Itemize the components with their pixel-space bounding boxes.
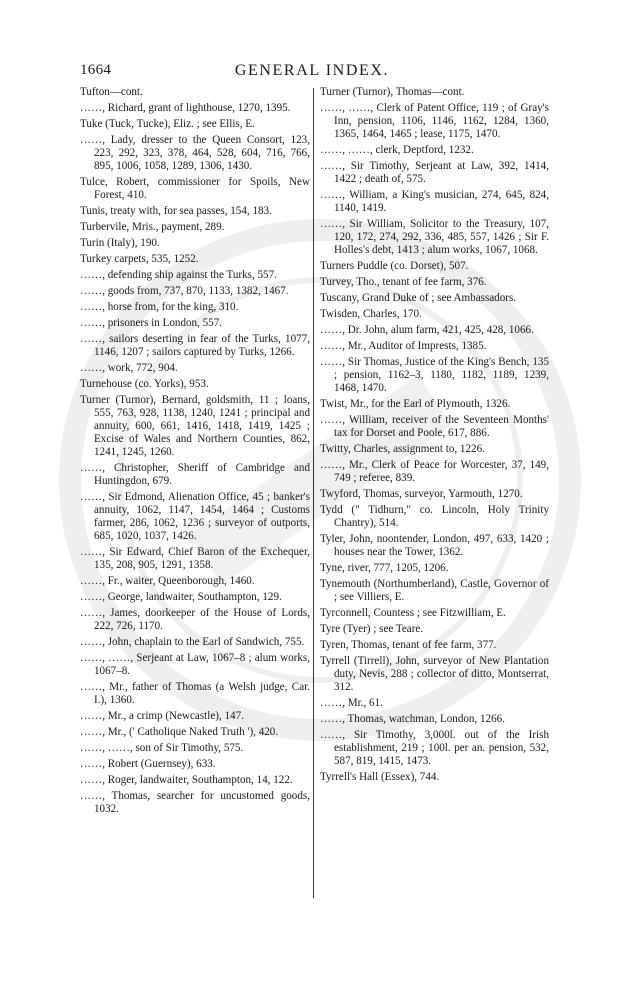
index-entry: ……, William, a King's musician, 274, 645, 824, 1140, 1419. — [320, 189, 549, 214]
index-entry: ……, John, chaplain to the Earl of Sandwich, 755. — [80, 636, 305, 648]
index-entry: Twisden, Charles, 170. — [320, 308, 422, 320]
index-entry: ……, Mr., a crimp (Newcastle), 147. — [80, 710, 244, 722]
index-entry: ……, William, receiver of the Seventeen Months' tax for Dorset and Poole, 617, 886. — [320, 414, 549, 439]
index-entry: Twitty, Charles, assignment to, 1226. — [320, 443, 485, 455]
index-entry: Tyre (Tyer) ; see Teare. — [320, 623, 424, 635]
index-entry: ……, Mr., father of Thomas (a Welsh judge, Car. I.), 1360. — [80, 681, 310, 706]
index-entry: ……, Sir Timothy, Serjeant at Law, 392, 1414, 1422 ; death of, 575. — [320, 160, 549, 185]
index-entry: Turbervile, Mris., payment, 289. — [80, 221, 225, 233]
index-entry: Tydd (" Tidhurn," co. Lincoln, Holy Trinity Chantry), 514. — [320, 504, 549, 529]
index-entry: ……, James, doorkeeper of the House of Lords, 222, 726, 1170. — [80, 607, 310, 632]
index-entry: ……, ……, Clerk of Patent Office, 119 ; of Gray's Inn, pension, 1106, 1146, 1162, 1284, 1360, 1365, 1464, 1465 ; lease, 1175, 1470. — [320, 102, 549, 140]
index-entry: ……, Sir Thomas, Justice of the King's Bench, 135 ; pension, 1162–3, 1180, 1182, 1189, 1239, 1468, 1470. — [320, 356, 549, 394]
page-number: 1664 — [80, 62, 112, 78]
index-entry: Twyford, Thomas, surveyor, Yarmouth, 1270. — [320, 488, 523, 500]
index-entry: Turkey carpets, 535, 1252. — [80, 253, 199, 265]
index-entry: ……, horse from, for the king, 310. — [80, 301, 239, 313]
index-entry: Tunis, treaty with, for sea passes, 154, 183. — [80, 205, 272, 217]
index-entry: ……, Richard, grant of lighthouse, 1270, 1395. — [80, 102, 291, 114]
index-entry: Tyne, river, 777, 1205, 1206. — [320, 562, 449, 574]
index-entry: ……, George, landwaiter, Southampton, 129. — [80, 591, 282, 603]
index-entry: ……, Mr., Clerk of Peace for Worcester, 37, 149, 749 ; referee, 839. — [320, 459, 549, 484]
index-entry: ……, Fr., waiter, Queenborough, 1460. — [80, 575, 255, 587]
index-entry: Tyler, John, noontender, London, 497, 633, 1420 ; houses near the Tower, 1362. — [320, 533, 549, 558]
index-entry: Tynemouth (Northumberland), Castle, Governor of ; see Villiers, E. — [320, 578, 549, 603]
index-entry: ……, work, 772, 904. — [80, 362, 178, 374]
index-entry: Tyrrell (Tirrell), John, surveyor of New Plantation duty, Nevis, 288 ; collector of ditto, Montserrat, 312. — [320, 655, 549, 693]
index-entry: Tyrrell's Hall (Essex), 744. — [320, 771, 440, 783]
index-entry: Tuke (Tuck, Tucke), Eliz. ; see Ellis, E. — [80, 118, 255, 130]
index-entry: Turvey, Tho., tenant of fee farm, 376. — [320, 276, 487, 288]
index-column-left — [80, 86, 310, 819]
index-entry: ……, Mr., Auditor of Imprests, 1385. — [320, 340, 487, 352]
index-entry: Turin (Italy), 190. — [80, 237, 160, 249]
index-entry: ……, Roger, landwaiter, Southampton, 14, 122. — [80, 774, 293, 786]
index-entry: ……, Thomas, searcher for uncustomed goods, 1032. — [80, 790, 310, 815]
index-entry: Tulce, Robert, commissioner for Spoils, New Forest, 410. — [80, 176, 310, 201]
index-entry: ……, Mr., 61. — [320, 697, 383, 709]
index-entry: ……, Sir Edward, Chief Baron of the Exchequer, 135, 208, 905, 1291, 1358. — [80, 546, 310, 571]
index-entry: ……, ……, son of Sir Timothy, 575. — [80, 742, 244, 754]
index-entry: ……, prisoners in London, 557. — [80, 317, 223, 329]
index-entry: Tuscany, Grand Duke of ; see Ambassadors. — [320, 292, 517, 304]
index-entry: ……, Dr. John, alum farm, 421, 425, 428, 1066. — [320, 324, 534, 336]
index-entry: Tyren, Thomas, tenant of fee farm, 377. — [320, 639, 497, 651]
index-entry: Turners Puddle (co. Dorset), 507. — [320, 260, 469, 272]
index-entry: ……, Lady, dresser to the Queen Consort, 123, 223, 292, 323, 378, 464, 528, 604, 716, 766, 895, 1006, 1058, 1289, 1306, 1430. — [80, 134, 310, 172]
index-entry: ……, Thomas, watchman, London, 1266. — [320, 713, 505, 725]
page-title: GENERAL INDEX. — [234, 62, 390, 79]
index-entry: ……, ……, clerk, Deptford, 1232. — [320, 144, 474, 156]
index-entry: ……, Robert (Guernsey), 633. — [80, 758, 216, 770]
index-entry: ……, sailors deserting in fear of the Turks, 1077, 1146, 1207 ; sailors captured by Turks, 1266. — [80, 333, 310, 358]
index-entry: ……, Sir William, Solicitor to the Treasury, 107, 120, 172, 274, 292, 336, 485, 557, 1426 ; Sir F. Holles's debt, 1413 ; alum works, 1067, 1068. — [320, 218, 549, 256]
index-entry: ……, Mr., (' Catholique Naked Truth '), 420. — [80, 726, 279, 738]
index-column-right — [320, 86, 549, 787]
index-entry: Tyrconnell, Countess ; see Fitzwilliam, E. — [320, 607, 506, 619]
index-entry: Turner (Turnor), Bernard, goldsmith, 11 ; loans, 555, 763, 928, 1138, 1240, 1241 ; principal and annuity, 600, 661, 1416, 1418, 1419, 1425 ; Excise of Wales and Northern Counties, 862, 1241, 1245, 1260. — [80, 394, 310, 458]
index-entry: ……, Christopher, Sheriff of Cambridge and Huntingdon, 679. — [80, 462, 310, 487]
continued-heading: Tufton—cont. — [80, 86, 143, 98]
index-entry: ……, Sir Edmond, Alienation Office, 45 ; banker's annuity, 1062, 1147, 1454, 1464 ; Customs farmer, 286, 1062, 1236 ; surveyor of outports, 685, 1020, 1037, 1426. — [80, 491, 310, 542]
index-entry: ……, defending ship against the Turks, 557. — [80, 269, 277, 281]
index-entry: Turnehouse (co. Yorks), 953. — [80, 378, 209, 390]
index-entry: ……, ……, Serjeant at Law, 1067–8 ; alum works, 1067–8. — [80, 652, 310, 677]
index-entry: ……, goods from, 737, 870, 1133, 1382, 1467. — [80, 285, 289, 297]
index-entry: ……, Sir Timothy, 3,000l. out of the Irish establishment, 219 ; 100l. per an. pension, 532, 587, 819, 1415, 1473. — [320, 729, 549, 767]
continued-heading: Turner (Turnor), Thomas—cont. — [320, 86, 465, 98]
column-divider — [313, 88, 314, 898]
index-entry: Twist, Mr., for the Earl of Plymouth, 1326. — [320, 398, 511, 410]
